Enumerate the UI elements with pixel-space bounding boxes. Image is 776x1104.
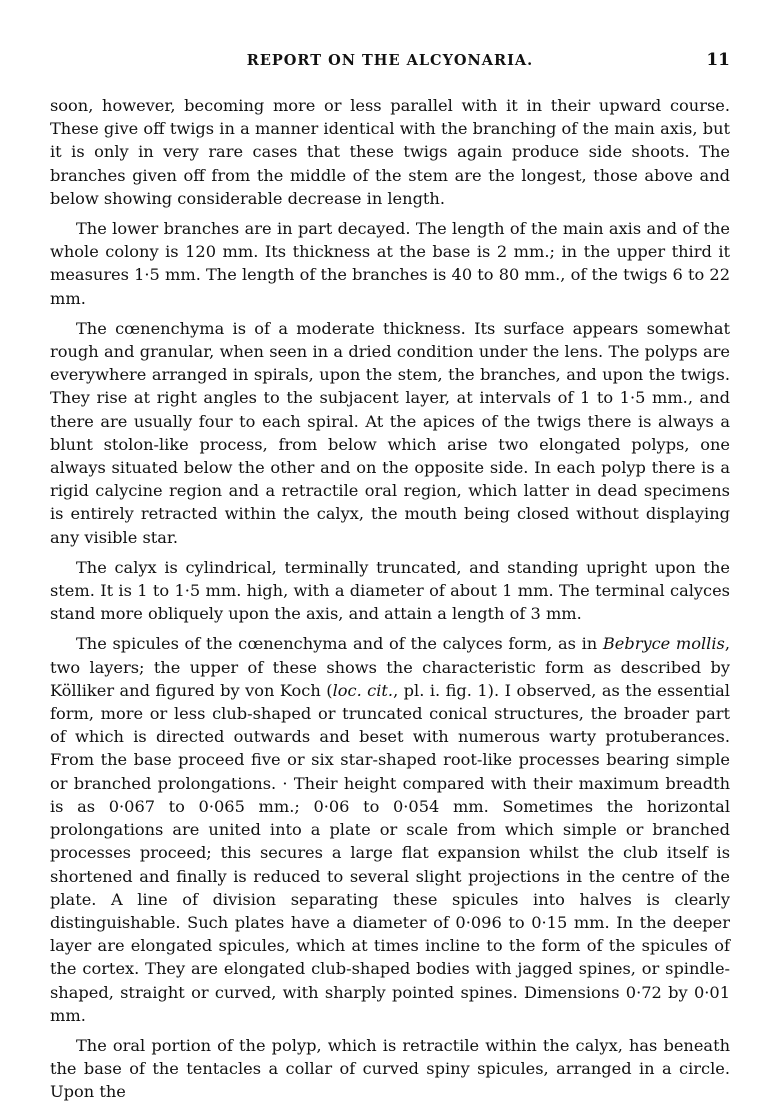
running-title: REPORT ON THE ALCYONARIA. (246, 52, 534, 69)
paragraph-3: The cœnenchyma is of a moderate thickness. Its surface appears somewhat rough and granular, when seen in a dried condition under the lens. The polyps are everywhere arranged in spirals, upon the stem, the branches, and upon the twigs. They rise at right angles to the subjacent layer, at intervals of 1 to 1·5 mm., and there are usually four to each spiral. At the apices of the twigs there is always a blunt stolon-like process, from below which arise two elongated polyps, one always situated below the other and on the opposite side. In each polyp there is a rigid calycine region and a retractile oral region, which latter in dead specimens is entirely retracted within the calyx, the mouth being closed without displaying any visible star. (50, 318, 730, 547)
species-name-bebryce-mollis: Bebryce mollis (602, 634, 725, 654)
paragraph-5 (50, 632, 730, 1026)
document-page (50, 44, 730, 1104)
paragraph-5-text-a: The spicules of the cœnenchyma and of the calyces form, as in (76, 634, 603, 654)
paragraph-6: The oral portion of the polyp, which is retractile within the calyx, has beneath the base of the tentacles a collar of curved spiny spicules, arranged in a circle. Upon the (50, 1035, 730, 1102)
running-header (50, 44, 730, 74)
paragraph-4: The calyx is cylindrical, terminally truncated, and standing upright upon the stem. It is 1 to 1·5 mm. high, with a diameter of about 1 mm. The terminal calyces stand more obliquely upon the axis, and attain a length of 3 mm. (50, 557, 730, 624)
citation-loc-cit: loc. cit. (332, 680, 394, 700)
page-number: 11 (706, 50, 730, 70)
paragraph-5-text-b: , two layers; the upper of these shows the characteristic form as described by Kölliker and figured by von Koch ( (50, 634, 731, 700)
paragraph-2: The lower branches are in part decayed. The length of the main axis and of the whole colony is 120 mm. Its thickness at the base is 2 mm.; in the upper third it measures 1·5 mm. The length of the branches is 40 to 80 mm., of the twigs 6 to 22 mm. (50, 219, 730, 308)
paragraph-5-text-c: , pl. i. fig. 1). I observed, as the essential form, more or less club-shaped or truncated conical structures, the broader part of which is directed outwards and beset with numerous warty protuberances. From the base proceed five or six star-shaped root-like processes bearing simple or branched prolongations. · Their height compared with their maximum breadth is as 0·067 to 0·065 mm.; 0·06 to 0·054 mm. Sometimes the horizontal prolongations are united into a plate or scale from which simple or branched processes proceed; this secures a large flat expansion whilst the club itself is shortened and finally is reduced to several slight projections in the centre of the plate. A line of division separating these spicules into halves is clearly distinguishable. Such plates have a diameter of 0·096 to 0·15 mm. In the deeper layer are elongated spicules, which at times incline to the form of the spicules of the cortex. They are elongated club-shaped bodies with jagged spines, or spindle-shaped, straight or curved, with sharply pointed spines. Dimensions 0·72 by 0·01 mm. (50, 680, 730, 1025)
body-text (50, 94, 730, 1104)
paragraph-1: soon, however, becoming more or less parallel with it in their upward course. These give off twigs in a manner identical with the branching of the main axis, but it is only in very rare cases that these twigs again produce side shoots. The branches given off from the middle of the stem are the longest, those above and below showing considerable decrease in length. (50, 96, 730, 208)
